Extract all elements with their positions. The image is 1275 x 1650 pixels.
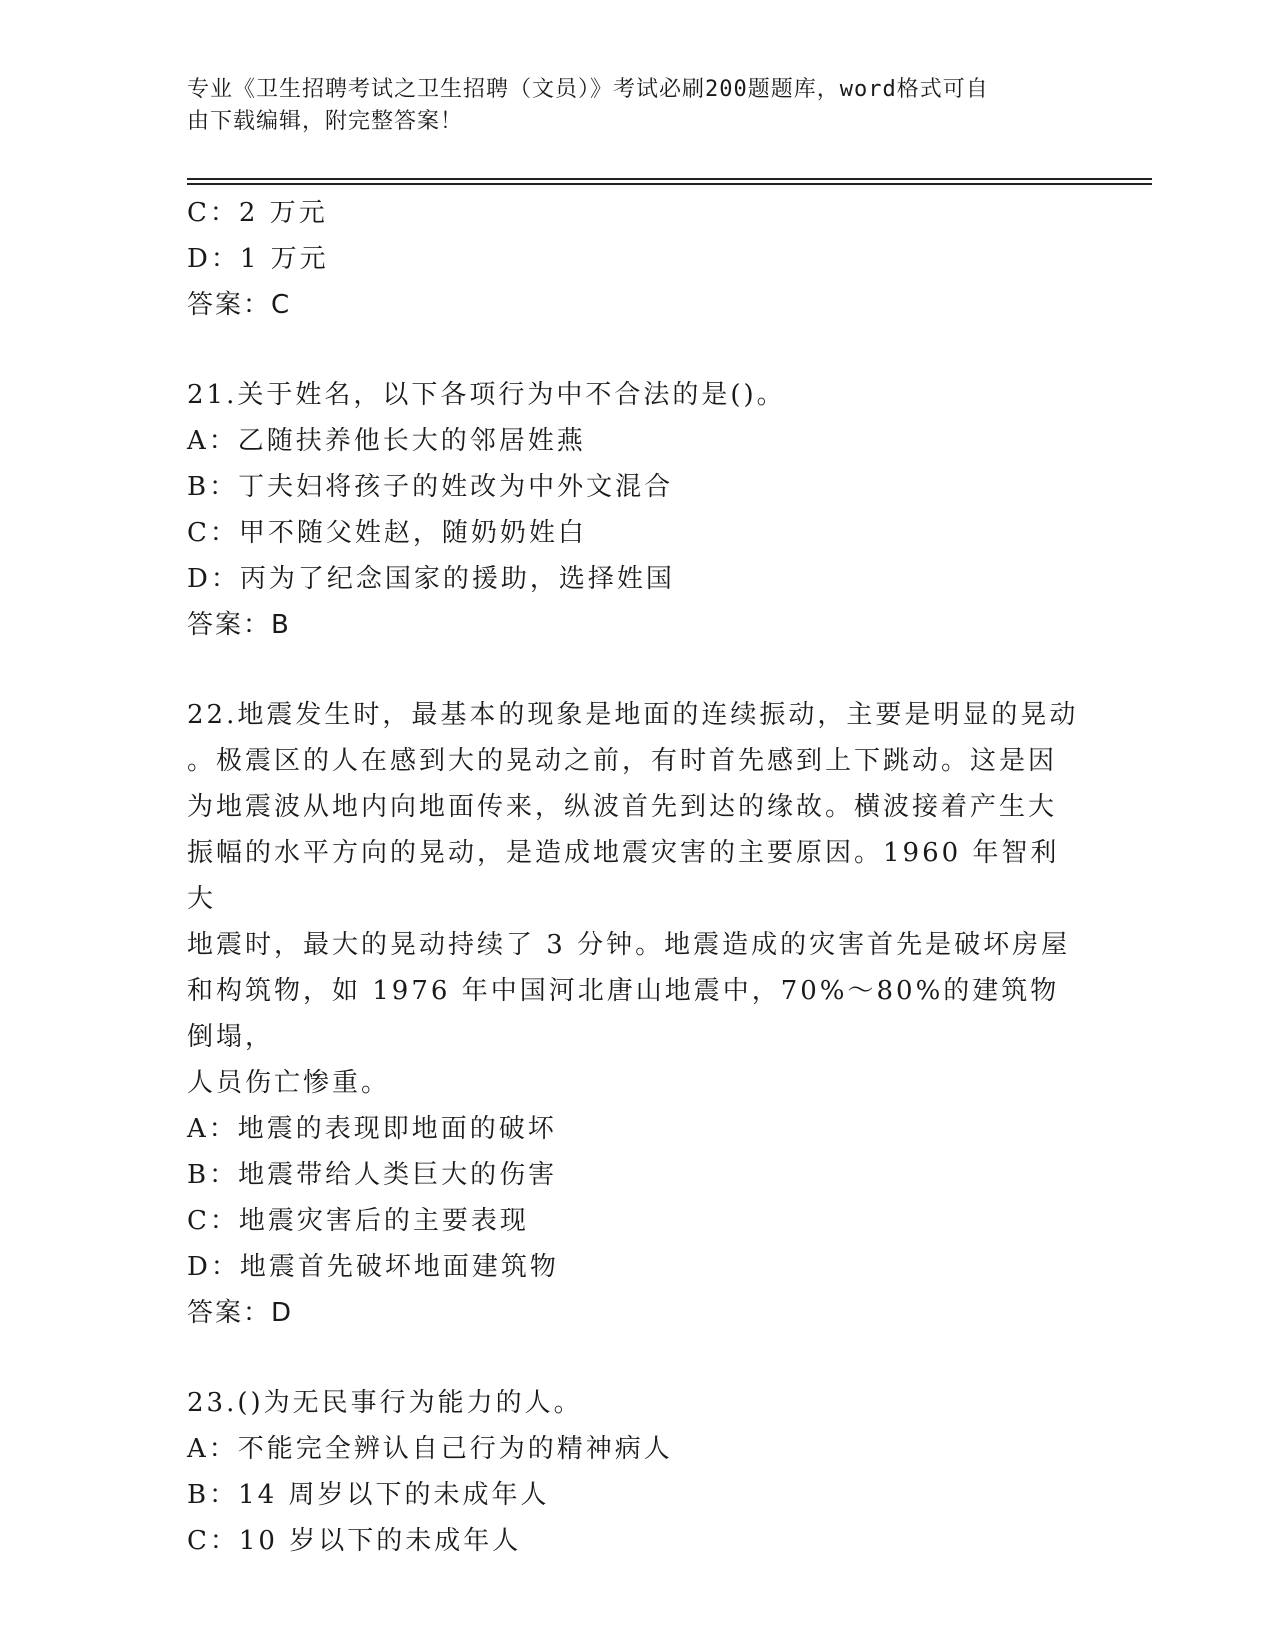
option-c: C：2 万元 <box>187 198 328 228</box>
option-b: B：14 周岁以下的未成年人 <box>187 1480 550 1510</box>
document-header <box>187 74 1067 138</box>
option-c: C：10 岁以下的未成年人 <box>187 1526 522 1556</box>
answer-line: 答案：C <box>187 290 292 320</box>
header-rule-bottom <box>187 183 1152 185</box>
option-a: A：不能完全辨认自己行为的精神病人 <box>187 1434 673 1464</box>
spacer <box>187 328 1087 372</box>
question-21 <box>187 372 1087 648</box>
answer-line: 答案：B <box>187 610 291 640</box>
question-23 <box>187 1380 1087 1564</box>
question-stem-line: 22.地震发生时，最基本的现象是地面的连续振动，主要是明显的晃动 <box>187 700 1079 730</box>
question-22 <box>187 692 1087 1336</box>
option-c: C：地震灾害后的主要表现 <box>187 1206 529 1236</box>
option-d: D：1 万元 <box>187 244 329 274</box>
spacer <box>187 1336 1087 1380</box>
header-line-2: 由下载编辑，附完整答案！ <box>187 109 464 134</box>
spacer <box>187 648 1087 692</box>
header-line-1: 专业《卫生招聘考试之卫生招聘（文员）》考试必刷200题题库，word格式可自 <box>187 77 989 102</box>
header-rule-top <box>187 178 1152 180</box>
question-stem-line: 为地震波从地内向地面传来，纵波首先到达的缘故。横波接着产生大 <box>187 792 1058 822</box>
option-b: B：丁夫妇将孩子的姓改为中外文混合 <box>187 472 674 502</box>
question-20-tail <box>187 190 1087 328</box>
question-stem-line: 和构筑物，如 1976 年中国河北唐山地震中，70%～80%的建筑物倒塌， <box>187 976 1060 1052</box>
option-c: C：甲不随父姓赵，随奶奶姓白 <box>187 518 587 548</box>
option-d: D：丙为了纪念国家的援助，选择姓国 <box>187 564 675 594</box>
document-body <box>187 190 1087 1564</box>
question-stem-line: 地震时，最大的晃动持续了 3 分钟。地震造成的灾害首先是破坏房屋 <box>187 930 1071 960</box>
question-stem: 21.关于姓名，以下各项行为中不合法的是()。 <box>187 380 786 410</box>
option-a: A：乙随扶养他长大的邻居姓燕 <box>187 426 586 456</box>
question-stem-line: 人员伤亡惨重。 <box>187 1068 391 1098</box>
answer-line: 答案：D <box>187 1298 294 1328</box>
question-stem-line: 。极震区的人在感到大的晃动之前，有时首先感到上下跳动。这是因 <box>187 746 1058 776</box>
option-b: B：地震带给人类巨大的伤害 <box>187 1160 558 1190</box>
question-stem-line: 振幅的水平方向的晃动，是造成地震灾害的主要原因。1960 年智利大 <box>187 838 1060 914</box>
option-a: A：地震的表现即地面的破坏 <box>187 1114 557 1144</box>
option-d: D：地震首先破坏地面建筑物 <box>187 1252 559 1282</box>
question-stem: 23.()为无民事行为能力的人。 <box>187 1388 583 1418</box>
